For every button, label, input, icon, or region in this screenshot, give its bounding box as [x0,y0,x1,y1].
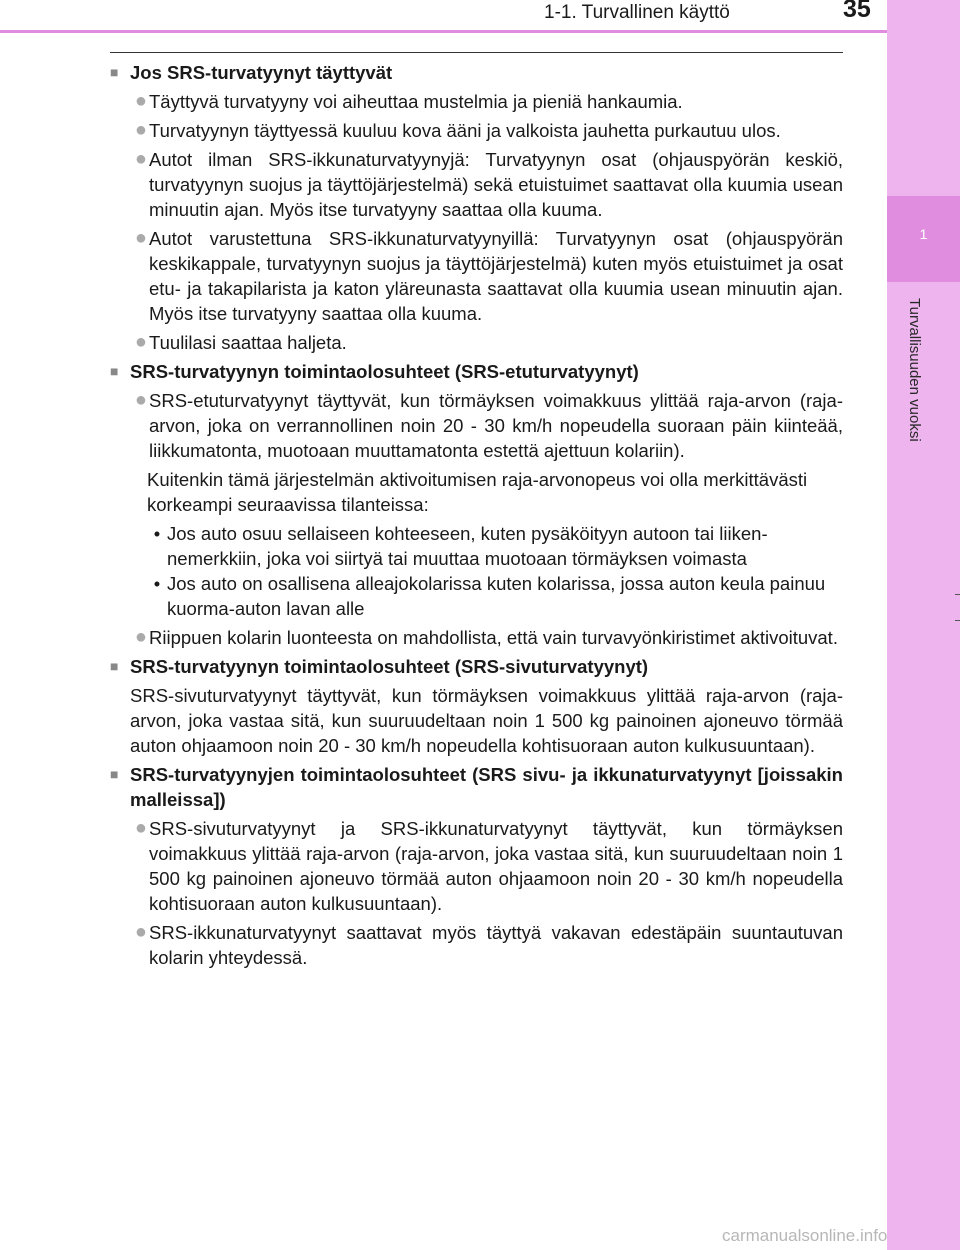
circle-bullet-icon: ● [134,626,147,648]
chapter-sidebar [887,0,960,1250]
square-bullet-icon: ■ [110,658,119,674]
list-item: ● Riippuen kolarin luonteesta on mahdollista, että vain turvavyönkiristimet aktivoituvat. [110,625,843,650]
dot-bullet-icon: • [153,523,161,544]
list-item: ● Turvatyynyn täyttyessä kuuluu kova ääni ja valkoista jauhetta purkautuu ulos. [110,118,843,143]
list-item: ● Täyttyvä turvatyyny voi aiheuttaa mustelmia ja pieniä hankaumia. [110,89,843,114]
circle-bullet-icon: ● [134,389,147,411]
circle-bullet-icon: ● [134,331,147,353]
square-bullet-icon: ■ [110,363,119,379]
circle-bullet-icon: ● [134,817,147,839]
header-rule [0,30,887,33]
section-title: 1-1. Turvallinen käyttö [544,2,730,23]
paragraph: Kuitenkin tämä järjestelmän aktivoitumisen raja-arvonopeus voi olla merkittävästi korkeampi seuraavissa tilanteissa: [147,469,808,515]
circle-bullet-icon: ● [134,921,147,943]
watermark-text: carmanualsonline.info [722,1226,888,1245]
list-item: ● Autot varustettuna SRS-ikkunaturvatyynyillä: Turvatyynyn osat (ohjauspyörän keskikappale, turvatyynyn suojus ja täyttöjärjestelmä) kuten myös etuistuimet ja osat etu- ja takapilarista ja katon yläreunasta saattavat olla kuumia usean minuutin ajan. Myös itse turvatyyny saattaa olla kuuma. [110,226,843,326]
list-item: ● SRS-etuturvatyynyt täyttyvät, kun törmäyksen voimakkuus ylittää raja-arvon (raja-arvon, joka on verrannollinen noin 20 - 30 km/h nopeudella suoraan päin kiinteää, liikkumatonta, muotoaan muuttamatonta estettä ajettuun kolariin). [110,388,843,463]
section-heading: ■ SRS-turvatyynyn toimintaolosuhteet (SRS-sivuturvatyynyt) [110,656,649,677]
sidebar-tick [955,594,960,595]
list-item: ● SRS-ikkunaturvatyynyt saattavat myös täyttyä vakavan edestäpäin suuntautuvan kolarin yhteydessä. [110,920,843,970]
circle-bullet-icon: ● [134,90,147,112]
page-content [110,60,843,974]
circle-bullet-icon: ● [134,148,147,170]
chapter-number: 1 [919,226,928,242]
section-heading: ■ Jos SRS-turvatyynyt täyttyvät [110,62,393,83]
list-item: ● Autot ilman SRS-ikkunaturvatyynyjä: Turvatyynyn osat (ohjauspyörän keskiö, turvatyynyn suojus ja täyttöjärjestelmä) sekä etuistuimet saattavat olla kuumia usean minuutin ajan. Myös itse turvatyyny saattaa olla kuuma. [110,147,843,222]
list-item: ● Tuulilasi saattaa haljeta. [110,330,843,355]
page-number: 35 [843,0,871,23]
section-heading: ■ SRS-turvatyynyjen toimintaolosuhteet (SRS sivu- ja ikkunaturvatyynyt [joissakin malleissa]) [110,764,843,810]
content-rule [110,52,843,53]
sub-list-item: • Jos auto on osallisena alleajokolarissa kuten kolarissa, jossa auton keula painuu kuorma-auton lavan alle [147,571,843,621]
sub-list-item: • Jos auto osuu sellaiseen kohteeseen, kuten pysäköityyn autoon tai liikennemerkkiin, joka voi siirtyä tai muuttaa muotoaan törmäyksen voimasta [147,521,843,571]
dot-bullet-icon: • [153,573,161,594]
sidebar-tick [955,620,960,621]
circle-bullet-icon: ● [134,119,147,141]
square-bullet-icon: ■ [110,64,119,80]
circle-bullet-icon: ● [134,227,147,249]
chapter-title: Turvallisuuden vuoksi [906,298,923,442]
list-item: ● SRS-sivuturvatyynyt ja SRS-ikkunaturvatyynyt täyttyvät, kun törmäyksen voimakkuus ylittää raja-arvon (raja-arvon, joka vastaa sitä, kun suuruudeltaan noin 1 500 kg painoinen ajoneuvo törmää auton ohjaamoon noin 20 - 30 km/h nopeudella kohtisuoraan auton kulkusuuntaan). [110,816,843,916]
square-bullet-icon: ■ [110,766,119,782]
paragraph: SRS-sivuturvatyynyt täyttyvät, kun törmäyksen voimakkuus ylittää raja-arvon (raja-arvon, joka vastaa sitä, kun suuruudeltaan noin 1 500 kg painoinen ajoneuvo törmää auton ohjaamoon noin 20 - 30 km/h nopeudella kohtisuoraan auton kulkusuuntaan). [130,685,843,756]
section-heading: ■ SRS-turvatyynyn toimintaolosuhteet (SRS-etuturvatyynyt) [110,361,639,382]
